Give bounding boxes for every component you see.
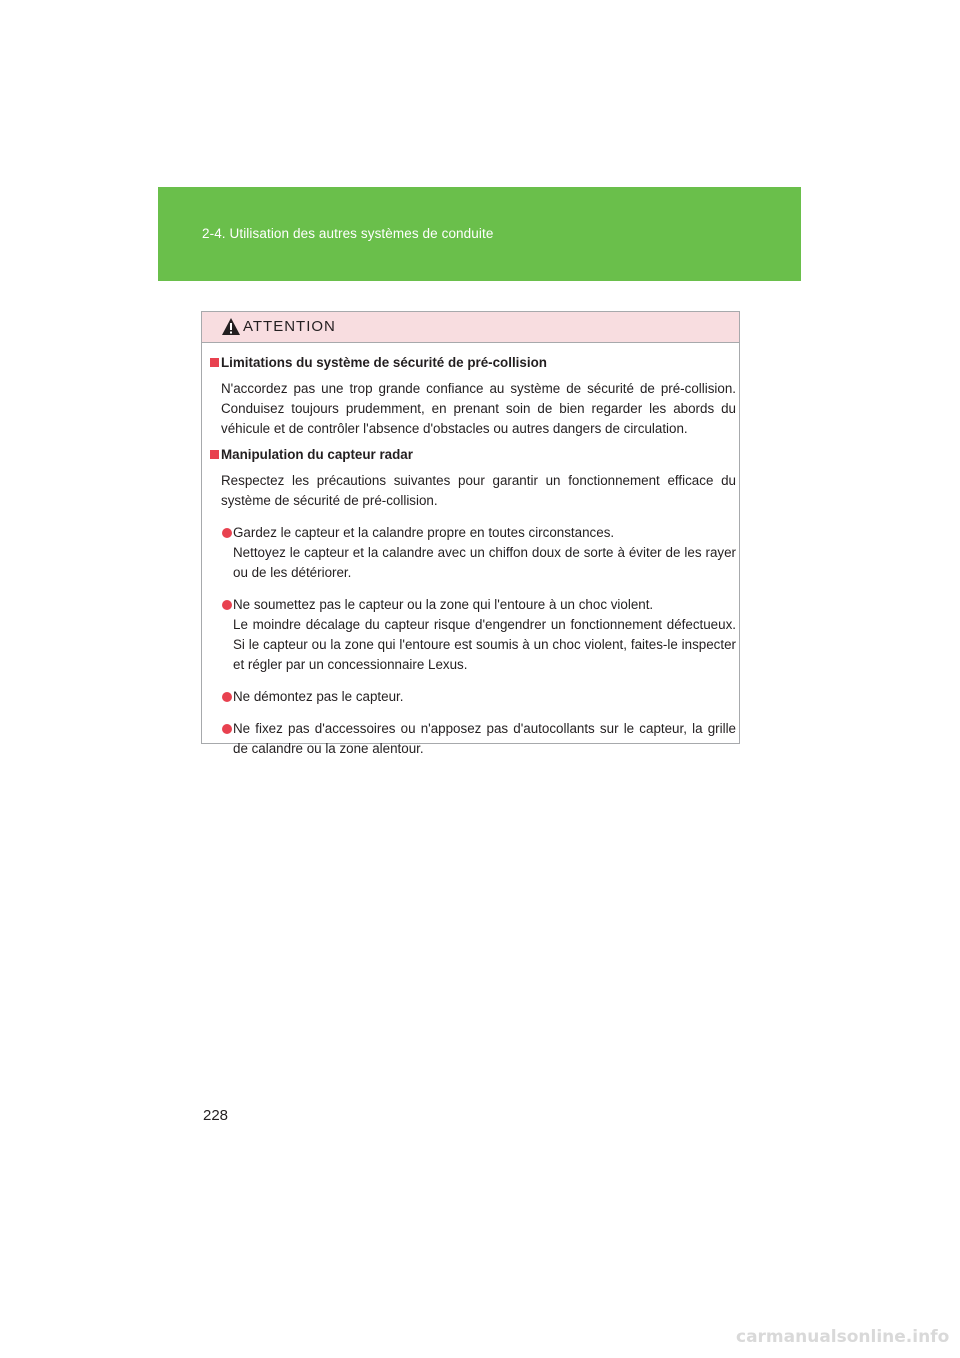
section-paragraph: N'accordez pas une trop grande confiance au système de sécurité de pré-collision. Conduisez toujours prudemment, en prenant soin de bien regarder les abords du véhicule et de contrôler l'absence d'obstacles ou autres dangers de circulation. [221, 381, 736, 436]
list-item [210, 719, 736, 759]
list-item [210, 687, 736, 707]
attention-content [210, 353, 736, 759]
bullet-main-text: Gardez le capteur et la calandre propre en toutes circonstances. [233, 525, 615, 540]
circle-bullet-icon [222, 692, 232, 702]
attention-title: ATTENTION [243, 318, 336, 335]
bullet-detail-text: Nettoyez le capteur et la calandre avec un chiffon doux de sorte à éviter de les rayer ou de les détériorer. [233, 545, 736, 580]
square-bullet-icon [210, 358, 219, 367]
bullet-detail-text: Le moindre décalage du capteur risque d'engendrer un fonctionnement défectueux. Si le capteur ou la zone qui l'entoure est soumis à un choc violent, faites-le inspecter et régler par un concessionnaire Lexus. [233, 617, 736, 672]
section-paragraph: Respectez les précautions suivantes pour garantir un fonctionnement efficace du système de sécurité de pré-collision. [221, 473, 736, 508]
bullet-main-text: Ne démontez pas le capteur. [233, 689, 404, 704]
circle-bullet-icon [222, 528, 232, 538]
attention-box [201, 311, 740, 756]
bullet-main-text: Ne fixez pas d'accessoires ou n'apposez pas d'autocollants sur le capteur, la grille de calandre ou la zone alentour. [233, 721, 736, 756]
list-item [210, 523, 736, 583]
circle-bullet-icon [222, 724, 232, 734]
attention-header [202, 312, 739, 343]
section-heading-text: Limitations du système de sécurité de pré-collision [221, 355, 547, 370]
list-item [210, 595, 736, 675]
section-header-band [158, 187, 801, 281]
watermark: carmanualsonline.info [736, 1327, 950, 1347]
section-heading-text: Manipulation du capteur radar [221, 447, 413, 462]
section-heading-limitations [210, 353, 736, 373]
page-number: 228 [203, 1107, 229, 1124]
circle-bullet-icon [222, 600, 232, 610]
warning-triangle-icon [221, 317, 241, 336]
section-title: 2-4. Utilisation des autres systèmes de conduite [202, 226, 494, 241]
bullet-main-text: Ne soumettez pas le capteur ou la zone qui l'entoure à un choc violent. [233, 597, 654, 612]
section-heading-radar [210, 445, 736, 465]
square-bullet-icon [210, 450, 219, 459]
